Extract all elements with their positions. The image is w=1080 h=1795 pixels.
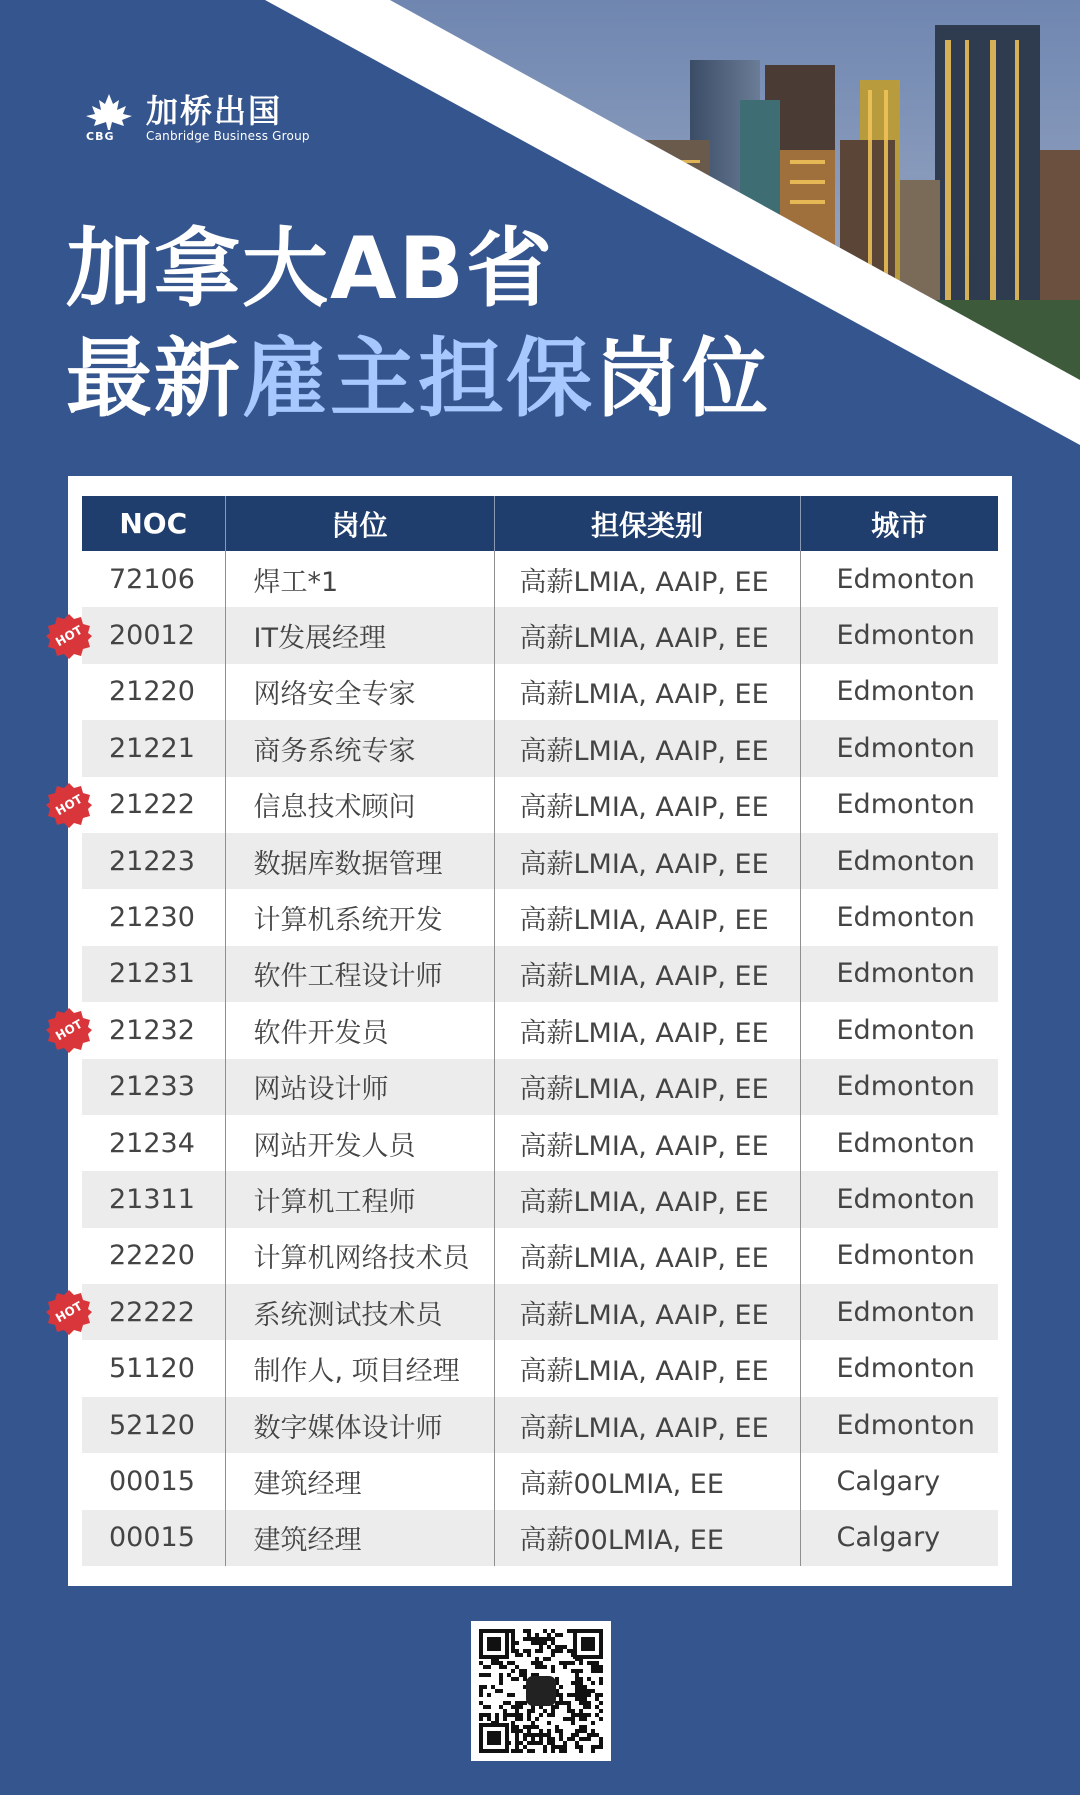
cell-noc: 72106 [82,551,225,607]
cell-noc: 21232 [82,1002,225,1058]
cell-category: 高薪LMIA, AAIP, EE [494,720,800,776]
table-row [82,664,998,720]
cell-position: 计算机系统开发 [225,889,494,945]
table-row [82,607,998,663]
table-row [82,833,998,889]
cell-position: 数字媒体设计师 [225,1397,494,1453]
headline-suffix: 岗位 [594,329,770,429]
cell-category: 高薪00LMIA, EE [494,1510,800,1566]
cell-position: 信息技术顾问 [225,777,494,833]
hot-badge [46,782,92,828]
cell-category: 高薪LMIA, AAIP, EE [494,1002,800,1058]
cell-city: Edmonton [836,1240,975,1272]
cell-noc: 21230 [82,889,225,945]
logo-mark-text: CBG [86,130,115,143]
table-row [82,889,998,945]
cell-position: 网站设计师 [225,1059,494,1115]
headline [66,214,770,434]
headline-prefix: 最新 [66,329,242,429]
cell-position: 计算机工程师 [225,1171,494,1227]
cell-noc: 20012 [82,607,225,663]
cell-city: Edmonton [800,1171,998,1227]
headline-line-1: 加拿大AB省 [66,219,555,319]
cell-position: 计算机网络技术员 [225,1228,494,1284]
hot-badge [46,613,92,659]
table-row [82,1115,998,1171]
qr-code[interactable] [471,1621,611,1761]
cell-noc: 22220 [82,1228,225,1284]
cell-city: Edmonton [836,789,975,821]
cell-position: 网站开发人员 [225,1115,494,1171]
cell-position: 软件工程设计师 [225,946,494,1002]
header-position: 岗位 [225,496,494,551]
cell-city: Calgary [800,1510,998,1566]
table-row [82,1171,998,1227]
cell-noc: 21223 [82,833,225,889]
cell-category: 高薪LMIA, AAIP, EE [494,946,800,1002]
cell-noc: 51120 [82,1340,225,1396]
cell-city: Edmonton [800,1059,998,1115]
cell-category: 高薪LMIA, AAIP, EE [494,1115,800,1171]
table-row [82,946,998,1002]
hot-badge [46,1007,92,1053]
cell-category: 高薪LMIA, AAIP, EE [494,777,800,833]
cell-category: 高薪LMIA, AAIP, EE [494,551,800,607]
cell-category: 高薪LMIA, AAIP, EE [494,1397,800,1453]
headline-highlight: 雇主担保 [242,329,594,429]
cell-position: IT发展经理 [225,607,494,663]
hot-badge-label: HOT [53,791,85,818]
cell-position: 网络安全专家 [225,664,494,720]
cell-city: Edmonton [800,833,998,889]
logo-name-cn: 加桥出国 [146,92,283,130]
cell-position: 系统测试技术员 [225,1284,494,1340]
table-row [82,1002,998,1058]
cell-city: Edmonton [800,1284,998,1340]
cell-noc: 00015 [82,1453,225,1509]
cell-city: Edmonton [800,720,998,776]
cell-noc: 21221 [82,720,225,776]
table-row [82,1510,998,1566]
cell-position: 数据库数据管理 [225,833,494,889]
table-row [82,1340,998,1396]
cell-city: Edmonton [836,902,975,934]
hot-badge-label: HOT [53,1017,85,1044]
cell-category: 高薪LMIA, AAIP, EE [494,1284,800,1340]
cell-city: Edmonton [800,607,998,663]
cell-category: 高薪LMIA, AAIP, EE [494,664,800,720]
logo-name-en: Canbridge Business Group [146,129,310,143]
table-row [82,1284,998,1340]
header-city: 城市 [800,496,998,551]
header-category: 担保类别 [494,496,800,551]
hot-badge-label: HOT [53,1299,85,1326]
cell-category: 高薪LMIA, AAIP, EE [494,1059,800,1115]
company-logo[interactable] [82,92,310,144]
header-noc: NOC [82,496,225,551]
cell-category: 高薪LMIA, AAIP, EE [494,1340,800,1396]
cell-city: Edmonton [800,946,998,1002]
cell-category: 高薪00LMIA, EE [494,1453,800,1509]
jobs-table [82,496,998,1566]
wechat-icon [526,1676,556,1706]
cell-position: 建筑经理 [225,1510,494,1566]
cell-position: 制作人, 项目经理 [225,1340,494,1396]
headline-line-2 [66,324,770,434]
cell-city: Edmonton [836,676,975,708]
table-row [82,1453,998,1509]
cell-category: 高薪LMIA, AAIP, EE [494,889,800,945]
cell-position: 建筑经理 [225,1453,494,1509]
table-row [82,1059,998,1115]
cell-category: 高薪LMIA, AAIP, EE [494,1171,800,1227]
table-row [82,1228,998,1284]
cell-position: 商务系统专家 [225,720,494,776]
cell-noc: 52120 [82,1397,225,1453]
maple-leaf-icon [82,92,136,144]
cell-city: Calgary [836,1465,941,1497]
table-row [82,777,998,833]
hot-badge [46,1289,92,1335]
hot-badge-label: HOT [53,622,85,649]
cell-noc: 21234 [82,1115,225,1171]
cell-category: 高薪LMIA, AAIP, EE [494,833,800,889]
cell-city: Edmonton [836,563,975,595]
jobs-table-panel [68,476,1012,1586]
table-row [82,720,998,776]
cell-position: 焊工*1 [225,551,494,607]
cell-city: Edmonton [800,1397,998,1453]
cell-noc: 00015 [82,1510,225,1566]
table-row [82,1397,998,1453]
cell-category: 高薪LMIA, AAIP, EE [494,607,800,663]
cell-noc: 21231 [82,946,225,1002]
cell-noc: 21233 [82,1059,225,1115]
cell-city: Edmonton [836,1014,975,1046]
cell-noc: 21220 [82,664,225,720]
cell-noc: 21311 [82,1171,225,1227]
table-row [82,551,998,607]
cell-category: 高薪LMIA, AAIP, EE [494,1228,800,1284]
cell-noc: 21222 [82,777,225,833]
cell-position: 软件开发员 [225,1002,494,1058]
table-header-row [82,496,998,551]
cell-noc: 22222 [82,1284,225,1340]
cell-city: Edmonton [836,1353,975,1385]
cell-city: Edmonton [836,1127,975,1159]
